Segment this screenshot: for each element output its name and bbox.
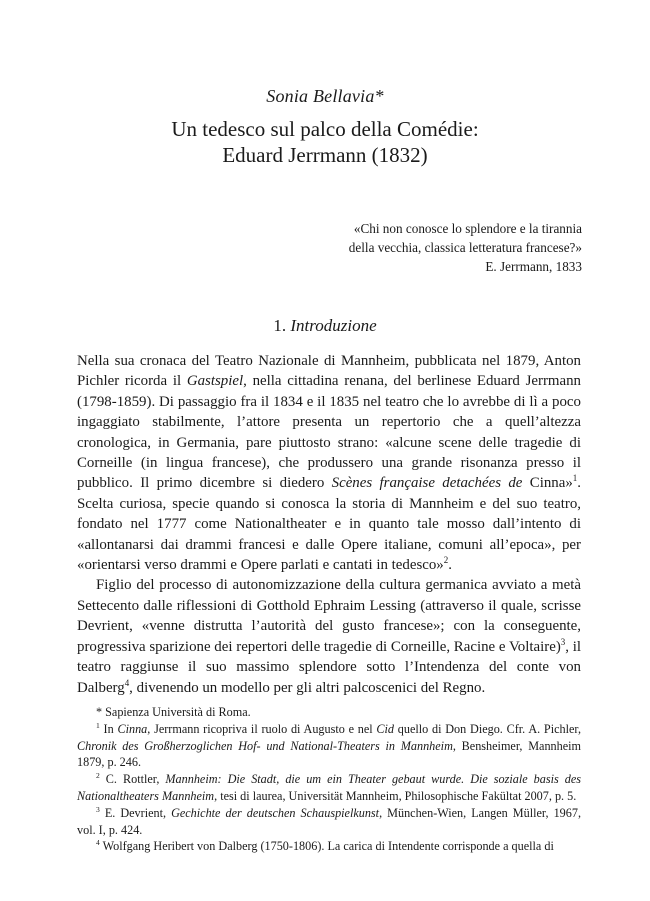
text-run: , München-Wien, Langen Müller, 1967, vol. I, p. 424. xyxy=(77,805,581,837)
text-run: , divenendo un modello per gli altri palcoscenici del Regno. xyxy=(129,679,486,696)
section-heading xyxy=(0,316,650,336)
text-run-italic: Gastspiel xyxy=(186,373,244,390)
text-run: . xyxy=(448,557,452,574)
epigraph xyxy=(222,219,582,276)
footnotes xyxy=(77,704,581,855)
text-run: E. Devrient, xyxy=(99,805,172,820)
text-run: Nella sua cronaca del Teatro Nazionale di Mannheim, pubblicata nel 1879, Anton Pichler ricorda il xyxy=(77,353,581,390)
epigraph-attribution: E. Jerrmann, 1833 xyxy=(485,259,582,274)
footnote-number: 2 xyxy=(96,771,100,781)
epigraph-line-1: «Chi non conosce lo splendore e la tirannia xyxy=(353,221,582,236)
article-title-line-1: Un tedesco sul palco della Comédie: xyxy=(171,117,479,141)
article-title-line-2: Eduard Jerrmann (1832) xyxy=(222,143,428,167)
text-run: quello di Don Diego. Cfr. A. Pichler, xyxy=(394,721,582,736)
footnote-affiliation: * Sapienza Università di Roma. xyxy=(96,705,251,719)
section-title: Introduzione xyxy=(290,316,377,335)
text-run: . Scelta curiosa, specie quando si conosca la storia di Mannheim e del suo teatro, fondato nel 1777 come Nationaltheater e in quanto tale mosso dall’intento di «allontanarsi dai drammi francesi e dalle Opere italiane, comuni all’epoca», per «orientarsi verso drammi e Opere parlati e cantati in tedesco» xyxy=(77,475,581,574)
text-run: , nella cittadina renana, del berlinese Eduard Jerrmann (1798-1859). Di passaggio fra il 1834 e il 1835 nel teatro che lo avrebbe di lì a poco ingaggiato stabilmente, l’attore presenta un repertorio che a quell’altezza cronologica, in Germania, pare piuttosto strano: «alcune scene delle tragedie di Corneille (in lingua francese), che produssero una grande risonanza presso il pubblico. Il primo dicembre si diedero xyxy=(77,373,581,492)
footnote-4 xyxy=(77,838,581,855)
text-run: C. Rottler, xyxy=(99,772,166,787)
article-title xyxy=(0,116,650,168)
text-run-italic: Mannheim: Die Stadt, die um ein Theater gebaut wurde. Die soziale basis des Nationaltheaters Mannheim xyxy=(77,772,581,803)
footnote-1 xyxy=(77,721,581,771)
footnote-ref-2[interactable]: 2 xyxy=(443,555,449,566)
author-name: Sonia Bellavia* xyxy=(266,86,384,106)
footnote-2 xyxy=(77,771,581,805)
footnote-number: 4 xyxy=(96,838,100,848)
text-run: In xyxy=(99,721,118,736)
body-text xyxy=(77,351,581,698)
text-run-italic: Chronik des Großherzoglichen Hof- und National-Theaters in Mannheim xyxy=(77,738,453,753)
footnote-3 xyxy=(77,805,581,839)
text-run: Figlio del processo di autonomizzazione della cultura germanica avviato a metà Settecento dalle riflessioni di Gotthold Ephraim Lessing (attraverso il quale, scrisse Devrient, «venne distrutta l’autorità del gusto francese»; con la conseguente, progressiva sparizione dei repertori delle tragedie di Corneille, Racine e Voltaire) xyxy=(77,577,581,655)
footnote-number: 1 xyxy=(96,720,100,730)
section-number: 1. xyxy=(273,316,287,335)
text-run: Cinna» xyxy=(522,475,573,492)
footnote-ref-4[interactable]: 4 xyxy=(124,677,130,688)
paragraph-1 xyxy=(77,351,581,575)
footnote-number: 3 xyxy=(96,804,100,814)
text-run: , Jerrmann ricopriva il ruolo di Augusto e nel xyxy=(147,721,377,736)
footnote-ref-3[interactable]: 3 xyxy=(560,636,566,647)
text-run: Wolfgang Heribert von Dalberg (1750-1806). La carica di Intendente corrisponde a quella di xyxy=(99,839,554,854)
text-run-italic: Scènes française detachées de xyxy=(331,475,523,492)
text-run-italic: Cid xyxy=(376,721,395,736)
text-run-italic: Gechichte der deutschen Schauspielkunst xyxy=(171,805,380,820)
epigraph-line-2: della vecchia, classica letteratura francese?» xyxy=(348,240,582,255)
text-run-italic: Cinna xyxy=(117,721,148,736)
footnote-ref-1[interactable]: 1 xyxy=(572,473,578,484)
text-run: , Bensheimer, Mannheim 1879, p. 246. xyxy=(77,738,582,770)
text-run: , tesi di laurea, Universität Mannheim, Philosophische Fakültat 2007, p. 5. xyxy=(214,788,577,803)
paragraph-2 xyxy=(77,575,581,697)
text-run: , il teatro raggiunse il suo massimo splendore sotto l’Intendenza del conte von Dalberg xyxy=(77,638,581,696)
